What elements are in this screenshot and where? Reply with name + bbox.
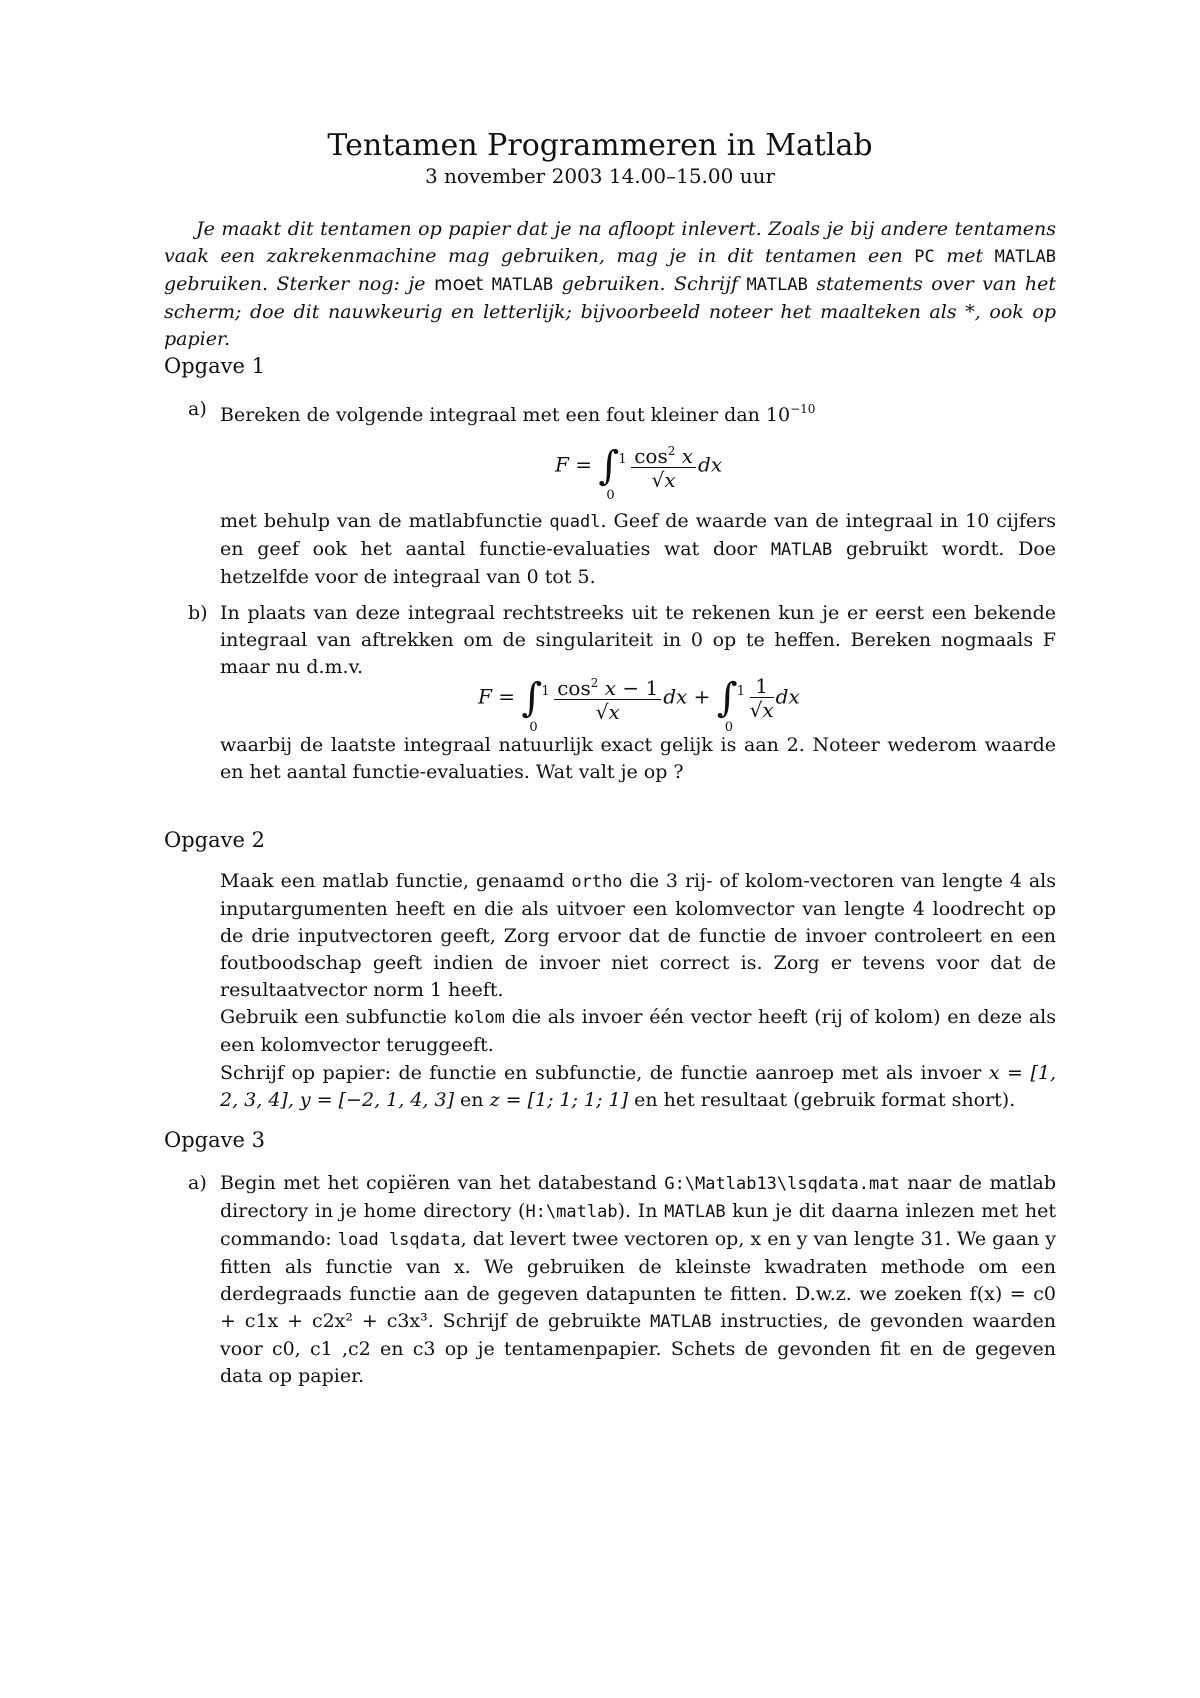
opgave-3a: a) Begin met het copiëren van het databestand G:\Matlab13\lsqdata.mat naar de matlab directory in je home directory (H:\matlab). In MATLAB kun je dit daarna inlezen met het commando: load lsqdata, dat levert twee vectoren op, x en y van lengte 31. We gaan y fitten als functie van x. We gebruiken de kleinste kwadraten methode om een derdegraads functie aan de gegeven datapunten te fitten. D.w.z. we zoeken f(x) = c0 + c1x + c2x² + c3x³. Schrijf de gebruikte MATLAB instructies, de gevonden waarden voor c0, c1 ,c2 en c3 op je tentamenpapier. Schets de gevonden fit en de gegeven data op papier. [188,1172,1057,1387]
opgave-2-text: Maak een matlab functie, genaamd ortho die 3 rij- of kolom-vectoren van lengte 4 als inputargumenten heeft en die als uitvoer een kolomvector van lengte 4 loodrecht op de drie inputvectoren geeft, Zorg ervoor dat de functie de invoer controleert en een foutboodschap geeft indien de invoer niet correct is. Zorg er tevens voor dat de resultaatvector norm 1 heeft. Gebruik een subfunctie kolom die als invoer één vector heeft (rij of kolom) en deze als een kolomvector teruggeeft. [220,870,1056,1056]
opgave-3-heading: Opgave 3 [164,1128,265,1152]
opgave-2-heading: Opgave 2 [164,828,265,852]
integral-formula-1: F = ∫ 1 0 $\frac{\cos^2 x}{√x}$ dx [555,440,722,492]
opgave-1a-text: met behulp van de matlabfunctie quadl. Geef de waarde van de integraal in 10 cijfers en geef ook het aantal functie-evaluaties wat door MATLAB gebruikt wordt. Doe hetzelfde voor de integraal van 0 tot 5. [220,510,1057,588]
opgave-1a: a) Bereken de volgende integraal met een fout kleiner dan $10^{-10}$ [188,398,816,426]
opgave-1b-text: waarbij de laatste integraal natuurlijk exact gelijk is aan 2. Noteer wederom waarde en het aantal functie-evaluaties. Wat valt je op ? [220,734,1056,783]
opgave-1b: b) In plaats van deze integraal rechtstreeks uit te rekenen kun je er eerst een bekende integraal van aftrekken om de singulariteit in 0 op te heffen. Bereken nogmaals F maar nu d.m.v. [188,602,1056,678]
opgave-1-heading: Opgave 1 [164,354,265,378]
page-title: Tentamen Programmeren in Matlab [327,128,873,163]
opgave-2-instructions: Schrijf op papier: de functie en subfunctie, de functie aanroep met als invoer x = [1, 2, 3, 4], y = [−2, 1, 4, 3] en z = [1; 1; 1; 1] en het resultaat (gebruik format short). [220,1062,1056,1111]
intro-paragraph: Je maakt dit tentamen op papier dat je na afloopt inlevert. Zoals je bij andere tentamens vaak een zakrekenmachine mag gebruiken, mag je in dit tentamen een PC met MATLAB gebruiken. Sterker nog: je moet MATLAB gebruiken. Schrijf MATLAB statements over van het scherm; doe dit nauwkeurig en letterlijk; bijvoorbeeld noteer het maalteken als *, ook op papier. [164,218,1057,350]
integral-formula-2: F = ∫ 1 0 $\frac{\cos^2 x - 1}{√x}$ dx + ∫ 1 0 $\frac{1}{√x}$ dx [478,673,800,735]
page-subtitle: 3 november 2003 14.00–15.00 uur [424,164,776,188]
